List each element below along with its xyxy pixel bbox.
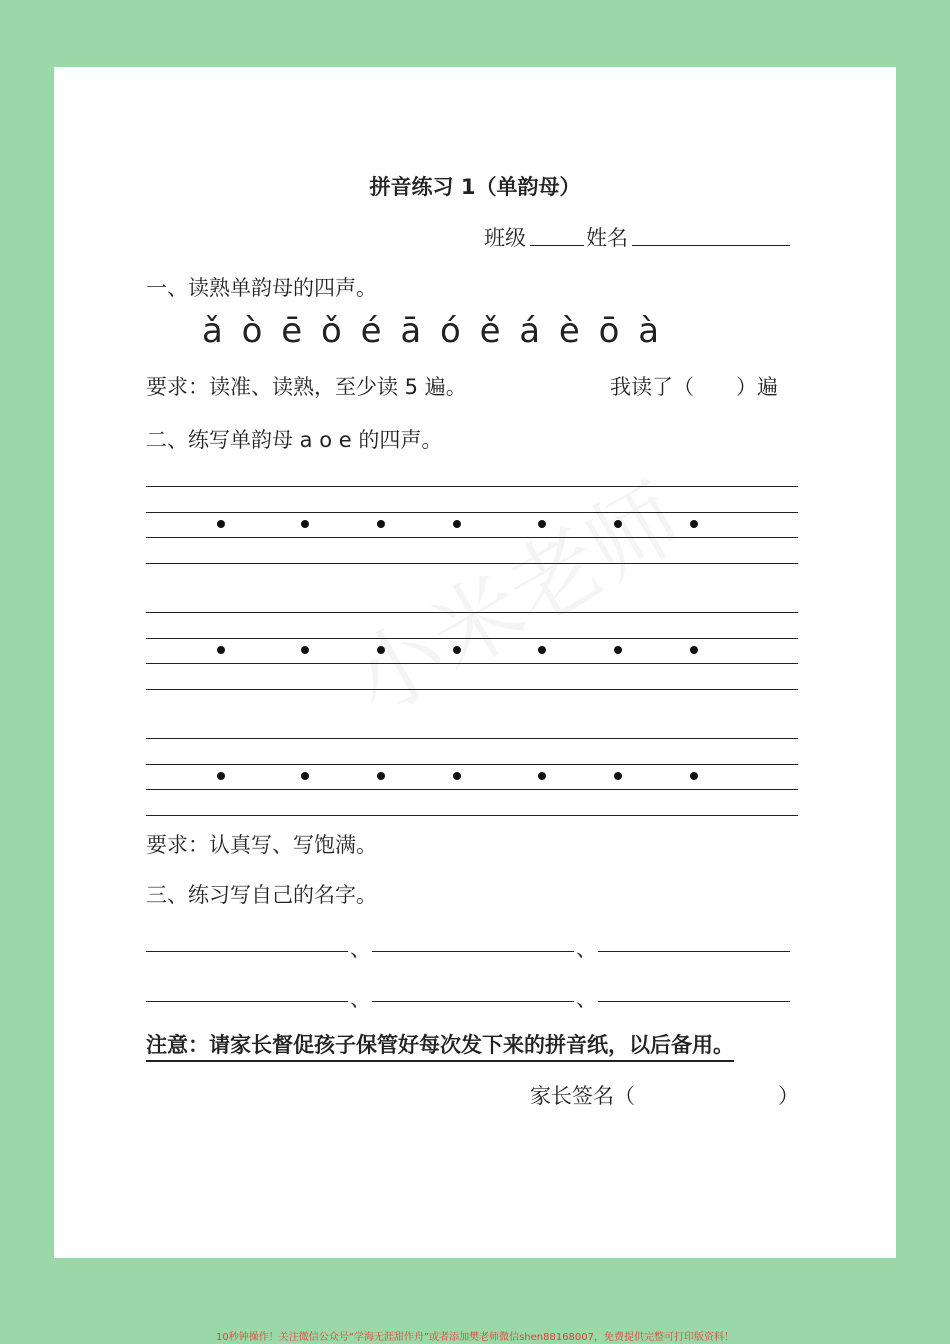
page-title: 拼音练习 1（单韵母） [369,175,581,199]
name-write-blank[interactable] [146,1001,348,1002]
worksheet [54,67,896,1258]
name-write-blank[interactable] [372,951,574,952]
grid-dot [690,646,698,654]
grid-dot [301,646,309,654]
name-write-blank[interactable] [146,951,348,952]
grid-dot [301,520,309,528]
writing-line [146,638,798,639]
writing-line [146,663,798,664]
pinyin-row: ǎ ò ē ǒ é ā ó ě á è ō à [202,311,661,351]
writing-line [146,512,798,513]
grid-dot [377,520,385,528]
footer-promo: 10秒钟操作！关注微信公众号“学海无涯甜作舟”或者添加樊老师微信shen88168007，免费提供完整可打印版资料！ [215,1332,735,1343]
name-write-blank[interactable] [372,1001,574,1002]
grid-dot [217,772,225,780]
writing-line [146,738,798,739]
parent-signature-label: 家长签名（ [530,1084,635,1108]
writing-line [146,815,798,816]
grid-dot [377,772,385,780]
class-label: 班级 [484,226,526,250]
writing-line [146,689,798,690]
read-count: 我读了（ ）遍 [610,375,778,399]
parent-note: 注意：请家长督促孩子保管好每次发下来的拼音纸，以后备用。 [146,1029,734,1062]
grid-dot [538,646,546,654]
separator: 、 [350,937,371,961]
writing-line [146,486,798,487]
writing-line [146,764,798,765]
grid-dot [614,646,622,654]
grid-dot [690,520,698,528]
grid-dot [453,772,461,780]
writing-line [146,537,798,538]
class-blank[interactable] [530,245,584,246]
grid-dot [690,772,698,780]
name-blank[interactable] [632,245,790,246]
name-label: 姓名 [586,226,628,250]
writing-line [146,563,798,564]
section2-heading: 二、练写单韵母 a o e 的四声。 [146,428,443,452]
section1-heading: 一、读熟单韵母的四声。 [146,276,377,300]
grid-dot [538,772,546,780]
grid-dot [217,646,225,654]
section3-heading: 三、练习写自己的名字。 [146,883,377,907]
name-write-blank[interactable] [598,951,790,952]
grid-dot [217,520,225,528]
name-write-blank[interactable] [598,1001,790,1002]
grid-dot [301,772,309,780]
section1-requirement: 要求：读准、读熟，至少读 5 遍。 [146,375,467,399]
separator: 、 [576,937,597,961]
writing-line [146,612,798,613]
grid-dot [453,520,461,528]
writing-line [146,789,798,790]
separator: 、 [576,987,597,1011]
grid-dot [614,772,622,780]
parent-signature-close: ） [778,1084,799,1108]
separator: 、 [350,987,371,1011]
watermark [324,447,701,740]
section2-requirement: 要求：认真写、写饱满。 [146,833,377,857]
